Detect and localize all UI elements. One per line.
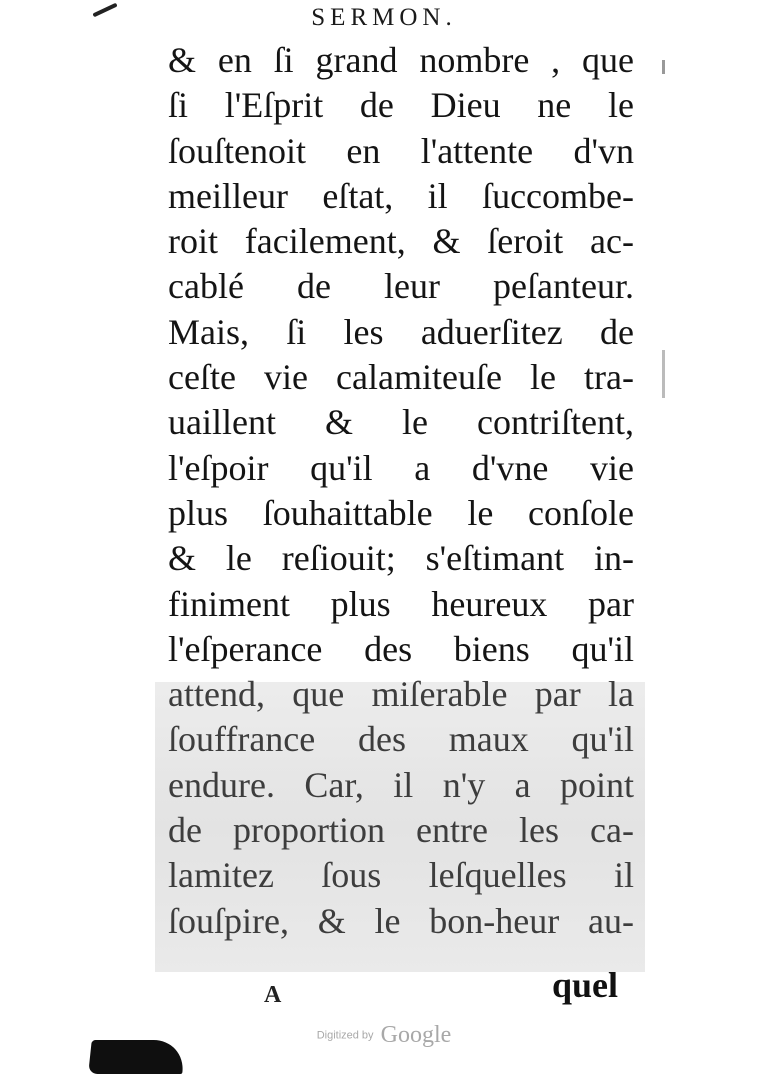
text-line: & le reſiouit; s'eſtimant in- <box>168 538 634 579</box>
text-line: ſouſtenoit en l'attente d'vn <box>168 130 634 171</box>
running-title: SERMON. <box>311 4 457 31</box>
right-margin-mark <box>662 60 665 74</box>
text-line: lamitez ſous leſquelles il <box>168 855 634 896</box>
text-line: l'eſperance des biens qu'il <box>168 628 634 669</box>
text-line: ſouffrance des maux qu'il <box>168 719 634 760</box>
text-line: Mais, ſi les aduerſitez de <box>168 311 634 352</box>
text-line: meilleur eſtat, il ſuccombe- <box>168 175 634 216</box>
text-line: l'eſpoir qu'il a d'vne vie <box>168 447 634 488</box>
text-line: endure. Car, il n'y a point <box>168 764 634 805</box>
text-line: & en ſi grand nombre , que <box>168 40 634 80</box>
digitized-by-label: Digitized by <box>316 1029 374 1042</box>
google-logo-text: Google <box>380 1022 452 1048</box>
text-line: finiment plus heureux par <box>168 583 634 624</box>
text-line: ceſte vie calamiteuſe le tra- <box>168 357 634 398</box>
text-line: de proportion entre les ca- <box>168 810 634 851</box>
text-line: uaillent & le contriſtent, <box>168 402 634 443</box>
text-line: plus ſouhaittable le conſole <box>168 492 634 533</box>
text-block <box>168 38 634 944</box>
ink-blot <box>88 1040 186 1074</box>
text-line: ſouſpire, & le bon-heur au- <box>168 900 634 941</box>
text-line: attend, que miſerable par la <box>168 674 634 715</box>
text-line: ſi l'Eſprit de Dieu ne le <box>168 85 634 126</box>
signature-mark: A <box>264 982 282 1008</box>
text-line: roit facilement, & ſeroit ac- <box>168 221 634 262</box>
right-margin-mark <box>662 350 665 398</box>
text-line: cablé de leur peſanteur. <box>168 266 634 307</box>
catchword: quel <box>552 965 619 1005</box>
